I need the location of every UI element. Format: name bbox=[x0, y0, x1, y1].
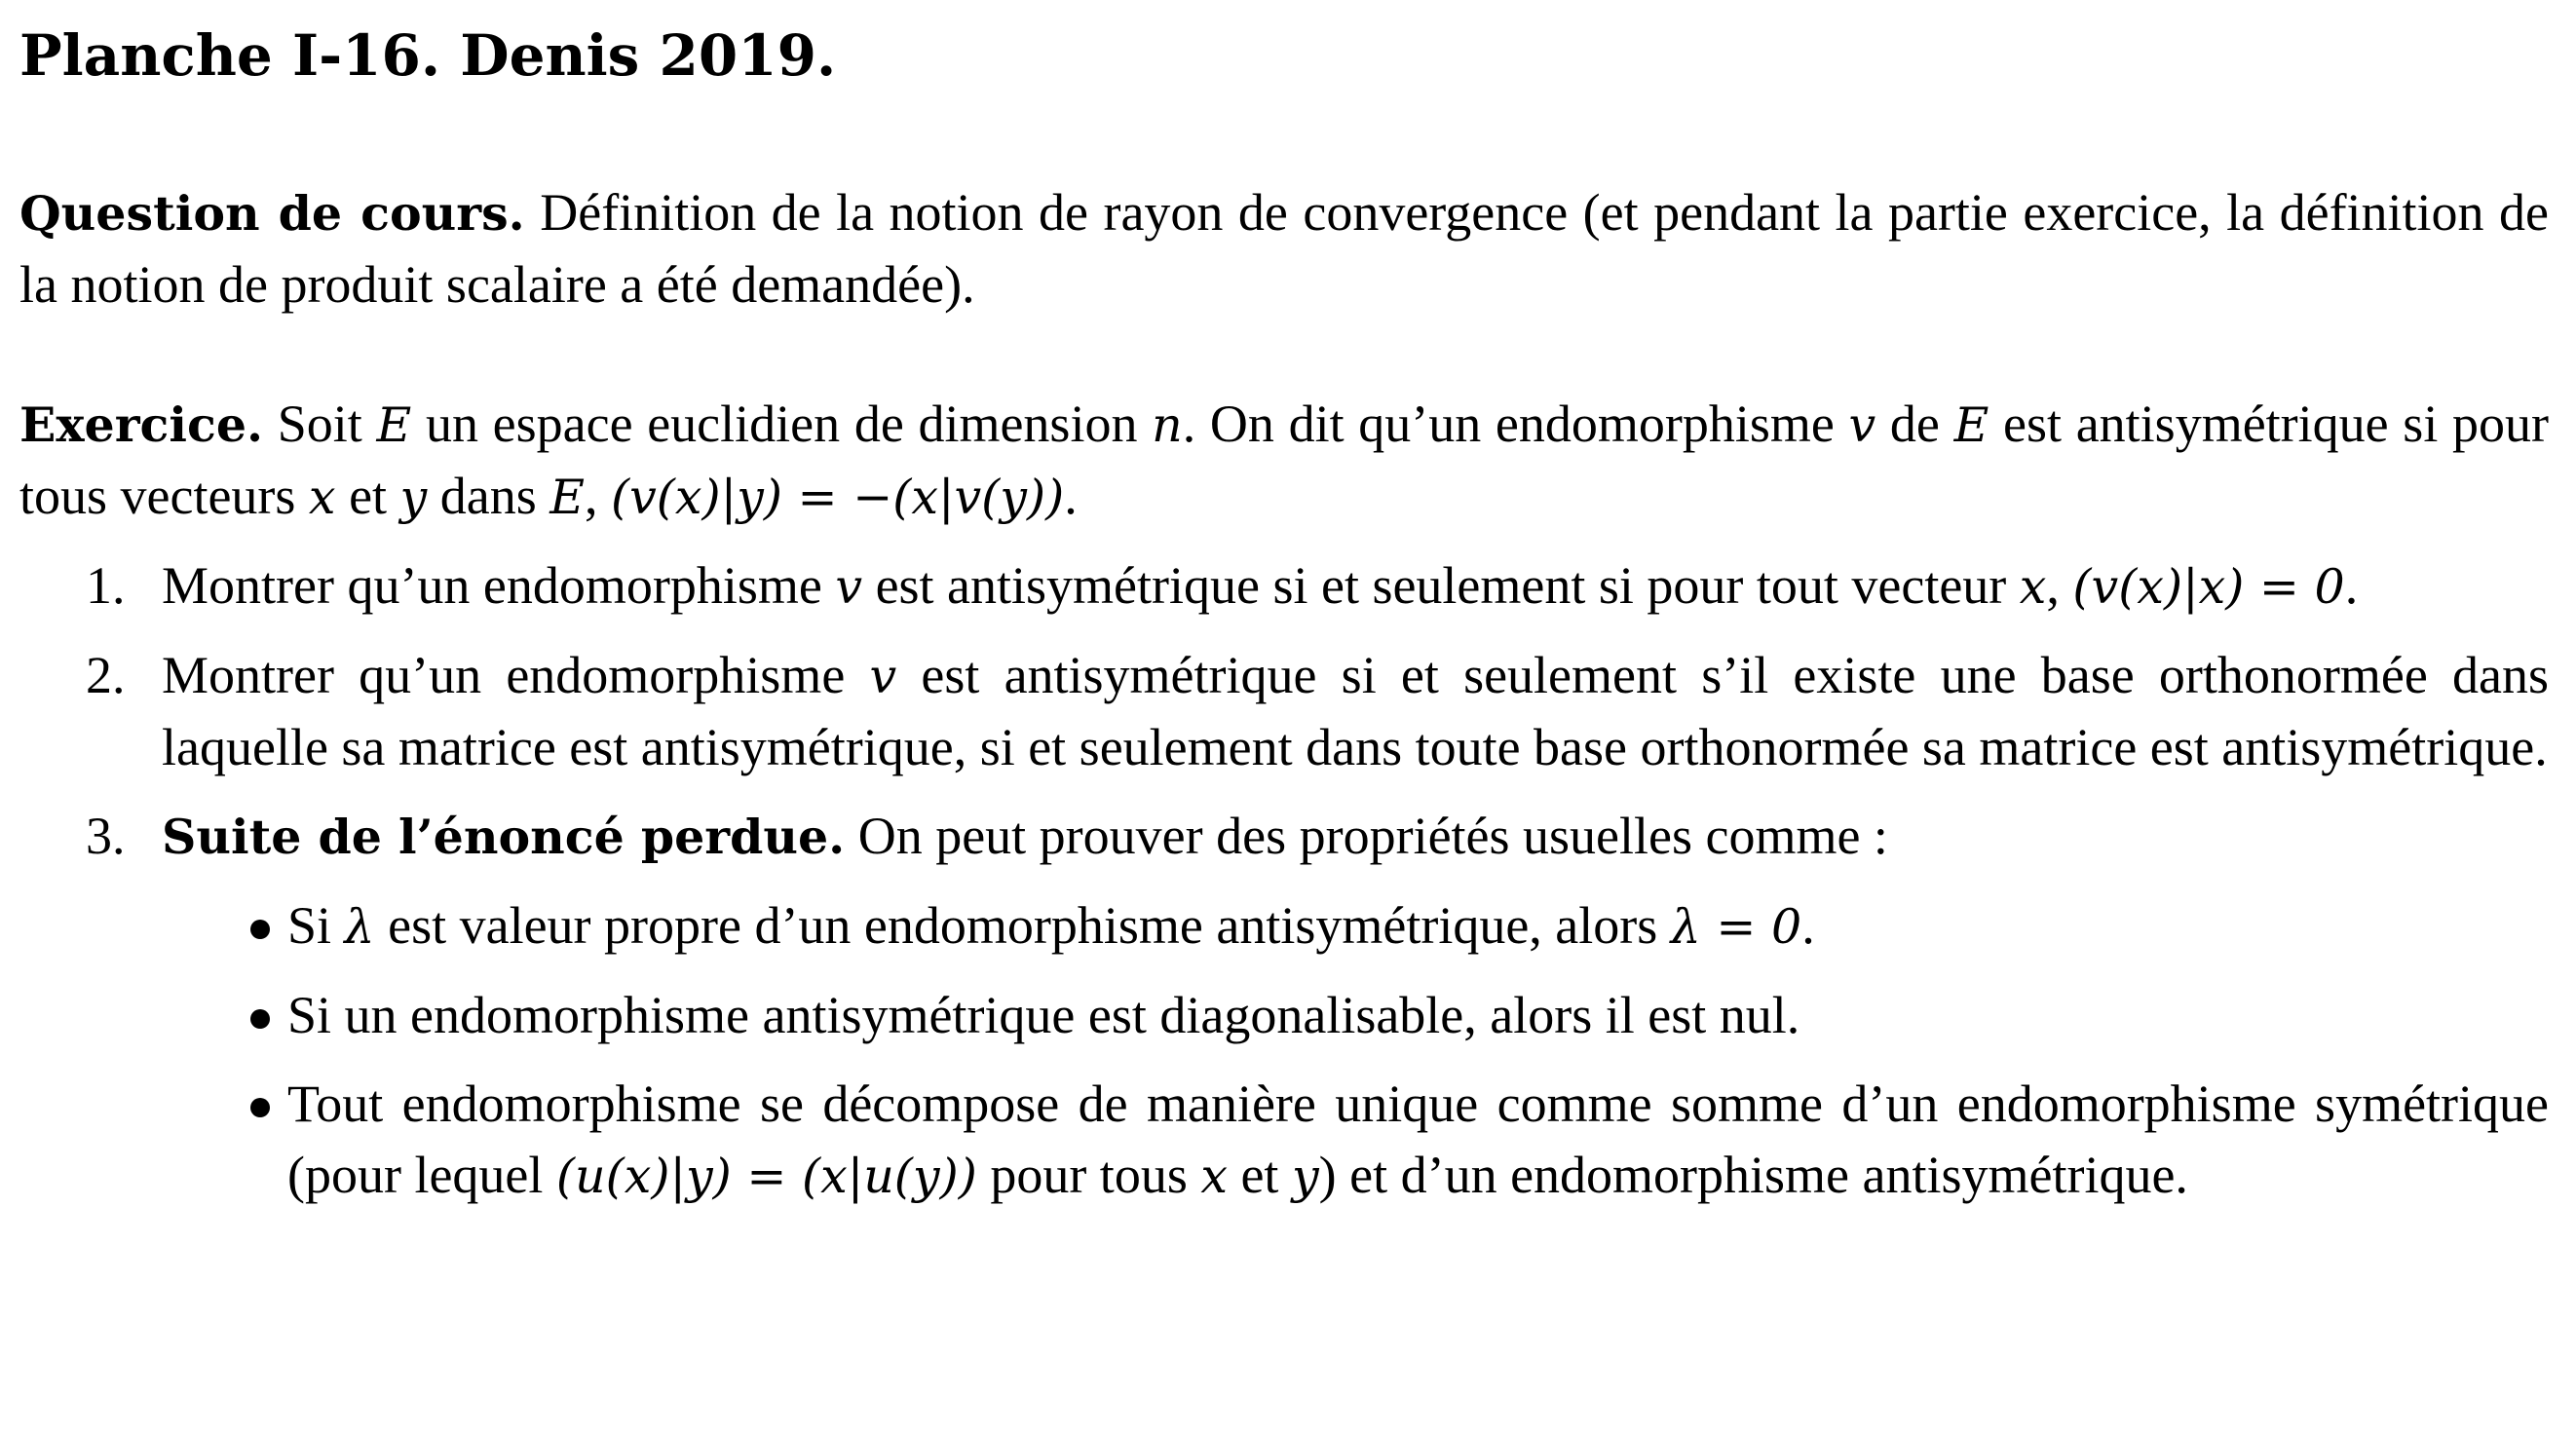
question-list bbox=[19, 550, 2549, 1212]
document-page bbox=[19, 12, 2549, 1212]
math-symbol: x bbox=[1200, 1149, 1228, 1204]
list-item bbox=[19, 801, 2549, 1212]
math-symbol: y bbox=[1291, 1149, 1319, 1204]
bullet-item bbox=[161, 890, 2549, 962]
exercise-text: et bbox=[335, 467, 400, 525]
bullet-text: Si un endomorphisme antisymétrique est diagonalisable, alors il est nul. bbox=[287, 986, 1800, 1044]
bullet-icon bbox=[250, 1098, 270, 1117]
bullet-text: est valeur propre d’un endomorphisme antisymétrique, alors bbox=[374, 896, 1671, 955]
bullet-icon bbox=[250, 920, 270, 939]
item-number: 3. bbox=[86, 807, 126, 865]
bullet-text: ) et d’un endomorphisme antisymétrique. bbox=[1318, 1146, 2188, 1204]
math-equation: (v(x)|y) = −(x|v(y)) bbox=[611, 470, 1065, 525]
bullet-icon bbox=[250, 1009, 270, 1029]
item-text: est antisymétrique si et seulement s’il existe une base orthonormée dans laquelle sa matrice est antisymétrique, si et seulement dans toute base orthonormée sa matrice est antisymétrique. bbox=[162, 646, 2549, 776]
item-heading: Suite de l’énoncé perdue. bbox=[162, 809, 846, 865]
math-symbol: λ bbox=[344, 899, 375, 955]
math-symbol: v bbox=[835, 559, 863, 615]
math-equation: λ = 0 bbox=[1670, 899, 1802, 955]
math-symbol: E bbox=[549, 470, 585, 525]
exercise-statement bbox=[19, 389, 2549, 533]
page-title: Planche I-16. Denis 2019. bbox=[19, 22, 837, 89]
course-question-heading: Question de cours. bbox=[19, 185, 525, 242]
bullet-text: Si bbox=[287, 896, 345, 955]
exercise-heading: Exercice. bbox=[19, 396, 264, 453]
exercise-text: , bbox=[585, 467, 611, 525]
item-number: 1. bbox=[86, 556, 126, 615]
course-question bbox=[19, 177, 2549, 321]
exercise-text: est antisymétrique si pour tous vecteurs bbox=[19, 395, 2549, 525]
bullet-text: pour tous bbox=[976, 1146, 1201, 1204]
item-text: est antisymétrique si et seulement si pour tout vecteur bbox=[862, 556, 2020, 615]
math-equation: (v(x)|x) = 0 bbox=[2072, 559, 2345, 615]
math-symbol: n bbox=[1152, 397, 1183, 453]
math-symbol: v bbox=[869, 649, 897, 704]
list-item bbox=[19, 550, 2549, 622]
math-symbol: x bbox=[308, 470, 336, 525]
bullet-item bbox=[161, 1069, 2549, 1212]
math-symbol: y bbox=[399, 470, 428, 525]
math-symbol: E bbox=[1953, 397, 1989, 453]
exercise-text: Soit bbox=[277, 395, 377, 453]
bullet-item bbox=[161, 980, 2549, 1051]
course-question-text: Définition de la notion de rayon de convergence (et pendant la partie exercice, la définition de la notion de produit scalaire a été demandée). bbox=[19, 183, 2550, 314]
exercise-text: un espace euclidien de dimension bbox=[411, 395, 1153, 453]
math-symbol: v bbox=[1848, 397, 1876, 453]
exercise-text: . bbox=[1064, 467, 1078, 525]
list-item bbox=[19, 640, 2549, 783]
item-number: 2. bbox=[86, 646, 126, 704]
bullet-text: Tout endomorphisme se décompose de manière unique comme somme d’un endomorphisme symétrique (pour lequel bbox=[287, 1075, 2549, 1204]
exercise-text: de bbox=[1875, 395, 1954, 453]
math-symbol: x bbox=[2019, 559, 2047, 615]
exercise-text: dans bbox=[427, 467, 550, 525]
exercise-text: . On dit qu’un endomorphisme bbox=[1182, 395, 1849, 453]
bullet-text: et bbox=[1227, 1146, 1292, 1204]
item-text: , bbox=[2046, 556, 2073, 615]
item-text: On peut prouver des propriétés usuelles comme : bbox=[845, 807, 1888, 865]
item-text: Montrer qu’un endomorphisme bbox=[162, 556, 836, 615]
math-symbol: E bbox=[376, 397, 412, 453]
bullet-text: . bbox=[1801, 896, 1815, 955]
item-text: Montrer qu’un endomorphisme bbox=[162, 646, 870, 704]
item-text: . bbox=[2344, 556, 2359, 615]
math-equation: (u(x)|y) = (x|u(y)) bbox=[555, 1149, 977, 1204]
property-list bbox=[162, 890, 2549, 1212]
